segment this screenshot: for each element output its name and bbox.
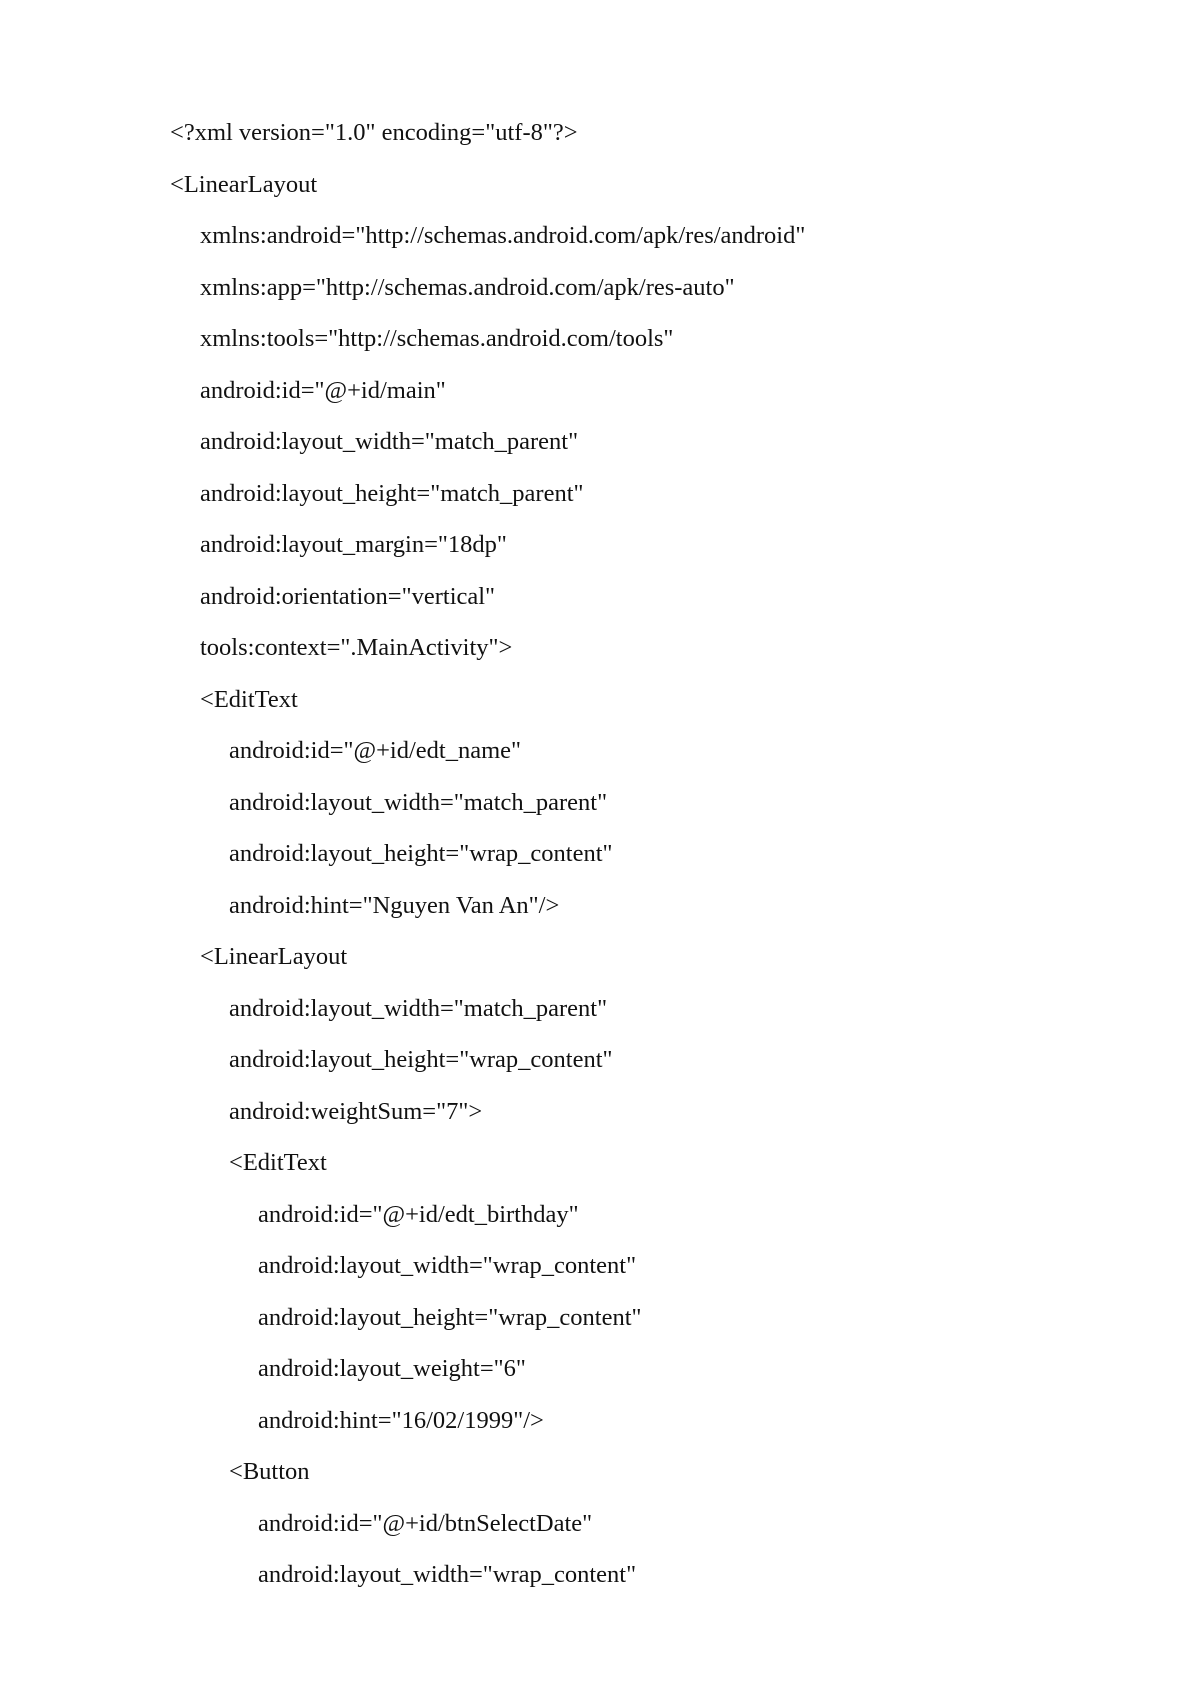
code-line: xmlns:app="http://schemas.android.com/apk/res-auto" — [200, 273, 735, 301]
code-line: android:layout_height="wrap_content" — [229, 840, 613, 867]
code-line: <LinearLayout — [200, 943, 348, 970]
code-line: <EditText — [229, 1149, 327, 1176]
code-line: android:weightSum="7"> — [229, 1097, 483, 1125]
code-line: android:layout_width="wrap_content" — [258, 1252, 637, 1279]
code-line: tools:context=".MainActivity"> — [200, 634, 513, 661]
code-line: <Button — [229, 1458, 310, 1485]
code-line: android:layout_height="wrap_content" — [258, 1303, 642, 1331]
code-line: android:layout_width="match_parent" — [200, 428, 579, 455]
code-line: xmlns:android="http://schemas.android.com/apk/res/android" — [200, 222, 806, 249]
code-line: android:hint="Nguyen Van An"/> — [229, 891, 560, 919]
code-line: android:id="@+id/btnSelectDate" — [258, 1509, 593, 1537]
code-line: android:layout_width="wrap_content" — [258, 1561, 637, 1588]
code-line: xmlns:tools="http://schemas.android.com/tools" — [200, 325, 674, 352]
code-line: <?xml version="1.0" encoding="utf-8"?> — [170, 119, 578, 146]
code-line: android:layout_weight="6" — [258, 1355, 526, 1382]
code-line: <LinearLayout — [170, 170, 318, 198]
code-listing — [0, 107, 1200, 1601]
code-line: android:layout_width="match_parent" — [229, 994, 608, 1022]
code-line: android:layout_width="match_parent" — [229, 788, 608, 816]
code-line: android:hint="16/02/1999"/> — [258, 1406, 544, 1434]
code-line: android:layout_height="match_parent" — [200, 479, 584, 507]
code-line: android:id="@+id/edt_name" — [229, 737, 522, 764]
code-line: android:layout_height="wrap_content" — [229, 1046, 613, 1073]
code-line: android:id="@+id/main" — [200, 376, 446, 404]
code-line: <EditText — [200, 685, 298, 713]
code-line: android:layout_margin="18dp" — [200, 531, 507, 558]
code-line: android:orientation="vertical" — [200, 582, 496, 610]
code-line: android:id="@+id/edt_birthday" — [258, 1200, 579, 1228]
